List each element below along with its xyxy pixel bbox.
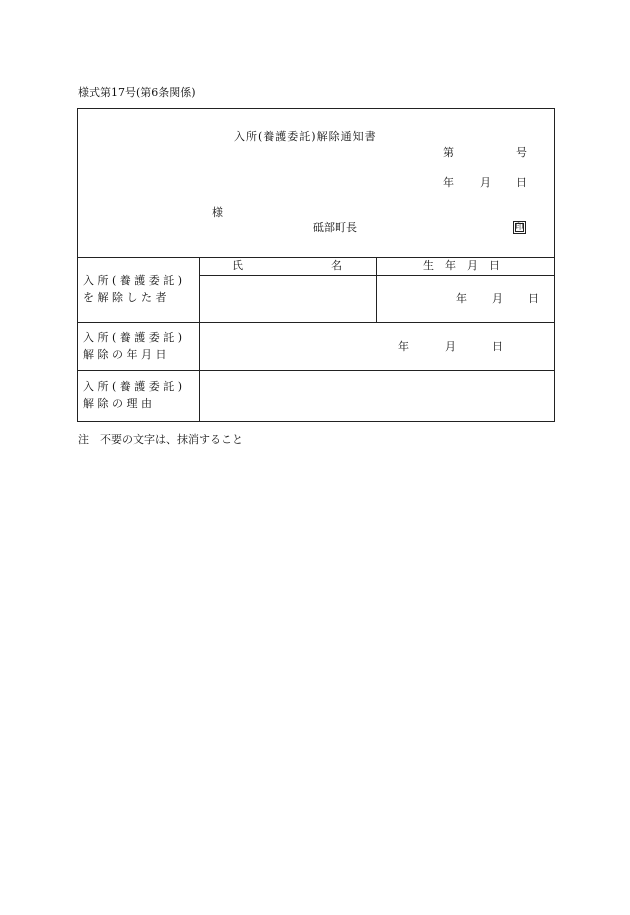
header-bottom-rule xyxy=(77,257,555,258)
subheader-rule xyxy=(199,275,555,276)
person-label-line2: を 解 除 し た 者 xyxy=(83,291,167,304)
release-date-label-line2: 解 除 の 年 月 日 xyxy=(83,348,167,361)
name-birth-divider xyxy=(376,257,377,322)
birthdate-column-header: 生 年 月 日 xyxy=(423,259,500,272)
reason-label-line1: 入 所 ( 養 護 委 託 ) xyxy=(83,380,183,393)
release-day: 日 xyxy=(492,340,503,353)
release-month: 月 xyxy=(445,340,456,353)
reason-label-line2: 解 除 の 理 由 xyxy=(83,397,152,410)
birth-year: 年 xyxy=(456,292,467,305)
row-rule-2 xyxy=(77,370,555,371)
release-date-label-line1: 入 所 ( 養 護 委 託 ) xyxy=(83,331,183,344)
form-number-label: 様式第17号(第6条関係) xyxy=(78,86,196,99)
person-label-line1: 入 所 ( 養 護 委 託 ) xyxy=(83,274,183,287)
release-year: 年 xyxy=(398,340,409,353)
row-rule-1 xyxy=(77,322,555,323)
number-suffix: 号 xyxy=(516,146,527,159)
issuer-name: 砥部町長 xyxy=(313,221,357,234)
issue-date-year: 年 xyxy=(443,176,454,189)
seal-text: 印 xyxy=(515,222,524,231)
footnote: 注 不要の文字は、抹消すること xyxy=(78,433,243,446)
birth-day: 日 xyxy=(528,292,539,305)
number-prefix: 第 xyxy=(443,146,454,159)
birth-month: 月 xyxy=(492,292,503,305)
issue-date-month: 月 xyxy=(480,176,491,189)
addressee-suffix: 様 xyxy=(212,206,223,219)
name-column-header: 氏 名 xyxy=(232,259,342,272)
document-title: 入所(養護委託)解除通知書 xyxy=(234,130,377,143)
label-column-rule xyxy=(199,257,200,422)
seal-stamp-box xyxy=(513,221,526,234)
issue-date-day: 日 xyxy=(516,176,527,189)
